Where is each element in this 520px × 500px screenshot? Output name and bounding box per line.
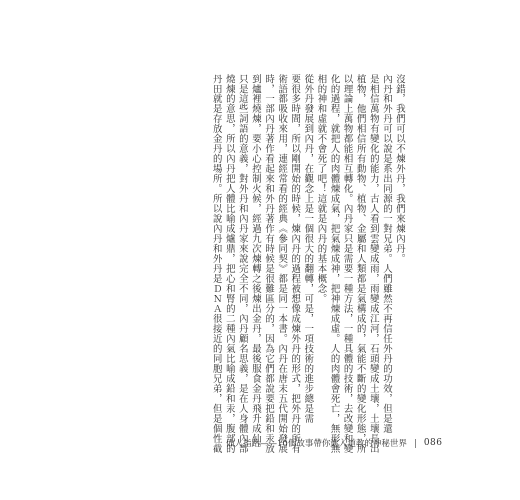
- text-column: 是相信萬物有變化的能力，古人看到雲變成雨，雨變成江河，石頭變成土壤，土壤長出: [367, 74, 379, 454]
- page-number: 086: [423, 438, 443, 448]
- text-column: 只是這些詞語的意義，對外丹和內丹家來說完全不同，內丹顧名思義，是在人身體內部: [236, 74, 248, 454]
- text-column: 術語都吸收來用，連經常看的經典《參同契》都是同一本書。內丹在唐末五代開始發展: [276, 74, 288, 454]
- text-column: 時，一部內丹著作看起來和外丹著作有時候是很難區分的，因為它們都說要把鉛和汞放: [263, 74, 275, 454]
- page-footer: [226, 437, 443, 449]
- text-column: 到爐裡燒煉，要小心控制火候，經過九次煉轉之後煉出金丹，最後服食金丹飛升成仙。: [249, 74, 261, 454]
- text-column: 化的過程，就把人的肉體煉成氣，把氣煉成神，把神煉成虛。人的肉體會死亡，無形無: [328, 74, 340, 454]
- text-column: 燒煉的意思，所以內丹把人體比喻成爐鼎，把心和腎的二種內氣比喻成鉛和汞，腹部的: [223, 74, 235, 454]
- footer-divider: [415, 439, 416, 448]
- text-column: 要很多時間，所以剛開始的時候，煉內丹的過程被想像成煉外丹的形式，把外丹的所有: [289, 74, 301, 454]
- text-column: 丹田就是存放金丹的場所。所以說內丹和外丹是ＤＮＡ很接近的同胞兄弟，但是個性截: [210, 74, 222, 454]
- running-title: 仙人指路——10個故事帶你進入道教的神秘世界: [226, 439, 407, 449]
- text-column: 植物，他們相信所有動物、植物、金屬和人類都是氣構成的，氣能不斷的變化形態，所: [354, 74, 366, 454]
- text-column: 內丹和外丹可以說是系出同源的一對兄弟。人們雖然不再信任外丹的功效，但是還: [380, 74, 392, 434]
- text-column: 以理論上萬物都能相互轉化。內丹家只是需要一種方法，一種具體的技術，去改變和變: [341, 74, 353, 454]
- text-column: 從外丹發展到內丹，在觀念上是一個很大的翻轉，可是，一項技術的進步總是需: [302, 74, 314, 424]
- text-column: 沒錯，我們可以不煉外丹，我們來煉內丹。: [394, 74, 405, 264]
- text-column: 相的神和虛就不會死了吧！這就是內丹的基本概念。: [315, 74, 327, 304]
